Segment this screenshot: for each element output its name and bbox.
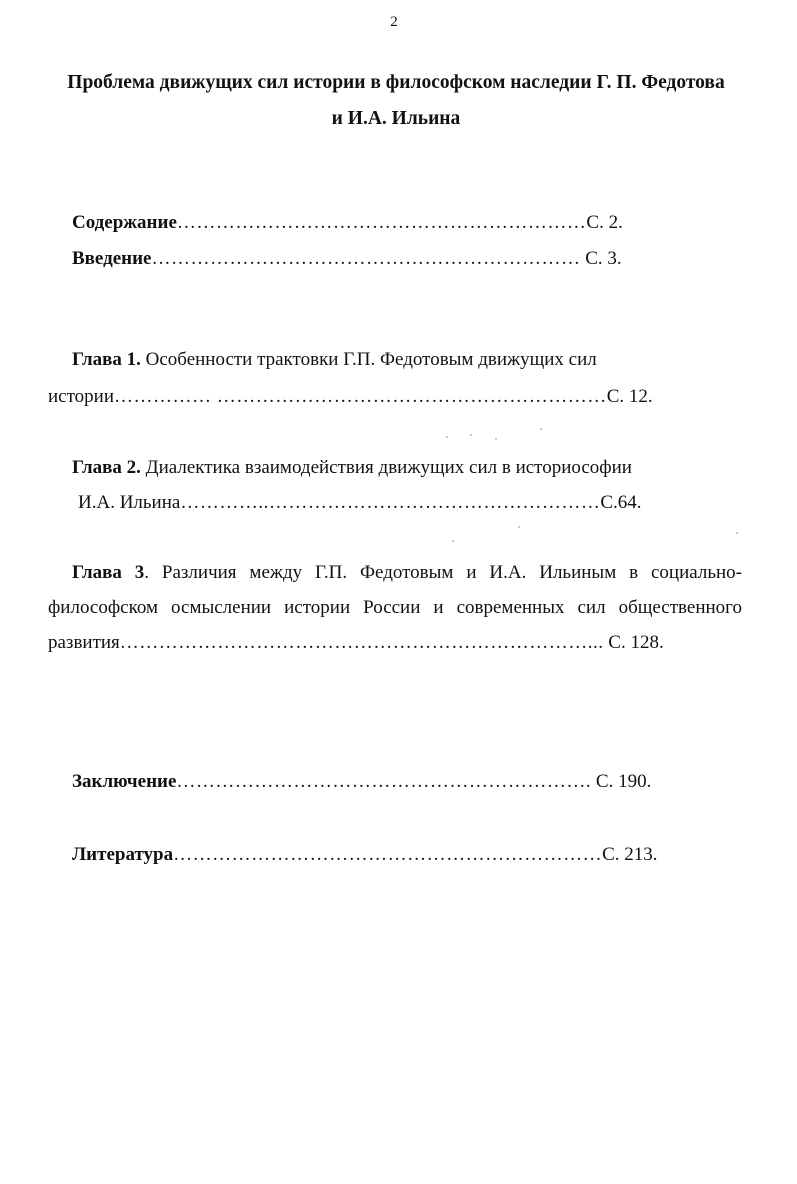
toc-chapter-title-cont: И.А. Ильина (78, 492, 181, 513)
toc-label: Заключение (72, 771, 177, 792)
toc-entry-glava-2[interactable] (72, 457, 632, 479)
page-number: 2 (390, 14, 398, 30)
page-title-line-1: Проблема движущих сил истории в философском наследии Г. П. Федотова (67, 72, 725, 93)
toc-page-ref: С. 128. (603, 632, 664, 653)
toc-entry-soderzhanie[interactable] (72, 212, 623, 234)
toc-leader-dots: ………………………………………………………. (176, 771, 592, 792)
scan-speck (495, 438, 497, 440)
toc-chapter-title-cont: истории (48, 386, 114, 407)
toc-entry-glava-3[interactable] (72, 562, 742, 584)
toc-leader-dots: ………………………………………………………… (151, 248, 581, 269)
toc-entry-vvedenie[interactable] (72, 248, 622, 270)
toc-leader-dots: ………………………………………………………… (173, 844, 603, 865)
toc-chapter-title: Особенности трактовки Г.П. Федотовым движущих сил (140, 349, 597, 370)
scan-speck (736, 532, 738, 534)
toc-page-ref: С. 190. (591, 771, 652, 792)
toc-label: Введение (72, 248, 152, 269)
toc-chapter-title: Диалектика взаимодействия движущих сил в историософии (140, 457, 632, 478)
toc-entry-zakluchenie[interactable] (72, 771, 651, 793)
toc-label: Глава 2. (72, 457, 141, 478)
scan-speck (540, 428, 542, 430)
toc-entry-glava-2-cont[interactable] (78, 492, 642, 514)
scan-speck (452, 540, 454, 542)
toc-entry-literatura[interactable] (72, 844, 658, 866)
toc-entry-glava-1-cont[interactable] (48, 386, 653, 408)
toc-leader-dots: …………… …………………………………………………… (114, 386, 607, 407)
scan-speck (470, 434, 472, 436)
toc-label: Глава 3 (72, 562, 145, 583)
scan-speck (446, 436, 448, 438)
toc-page-ref: С. 3. (580, 248, 622, 269)
scan-speck (518, 526, 520, 528)
toc-entry-glava-3-end[interactable] (48, 632, 664, 654)
toc-leader-dots: …………..…………………………………………… (180, 492, 601, 513)
toc-entry-glava-1[interactable] (72, 349, 597, 371)
toc-label: Содержание (72, 212, 177, 233)
page-title-line-2: и И.А. Ильина (331, 108, 461, 129)
toc-page-ref: С. 2. (586, 212, 623, 233)
toc-page-ref: С.64. (600, 492, 642, 513)
toc-entry-glava-3-cont[interactable] (48, 597, 742, 619)
toc-page-ref: С. 12. (606, 386, 653, 407)
toc-leader-dots: ………………………………………………………………... (119, 632, 604, 653)
toc-leader-dots: ……………………………………………………… (176, 212, 587, 233)
toc-chapter-title: . Различия между Г.П. Федотовым и И.А. Ильиным в социально- (144, 562, 742, 583)
toc-label: Литература (72, 844, 174, 865)
toc-label: Глава 1. (72, 349, 141, 370)
toc-chapter-title-cont: развития (48, 632, 120, 653)
toc-chapter-title-cont: философском осмыслении истории России и современных сил общественного (48, 597, 742, 618)
toc-page-ref: С. 213. (602, 844, 658, 865)
